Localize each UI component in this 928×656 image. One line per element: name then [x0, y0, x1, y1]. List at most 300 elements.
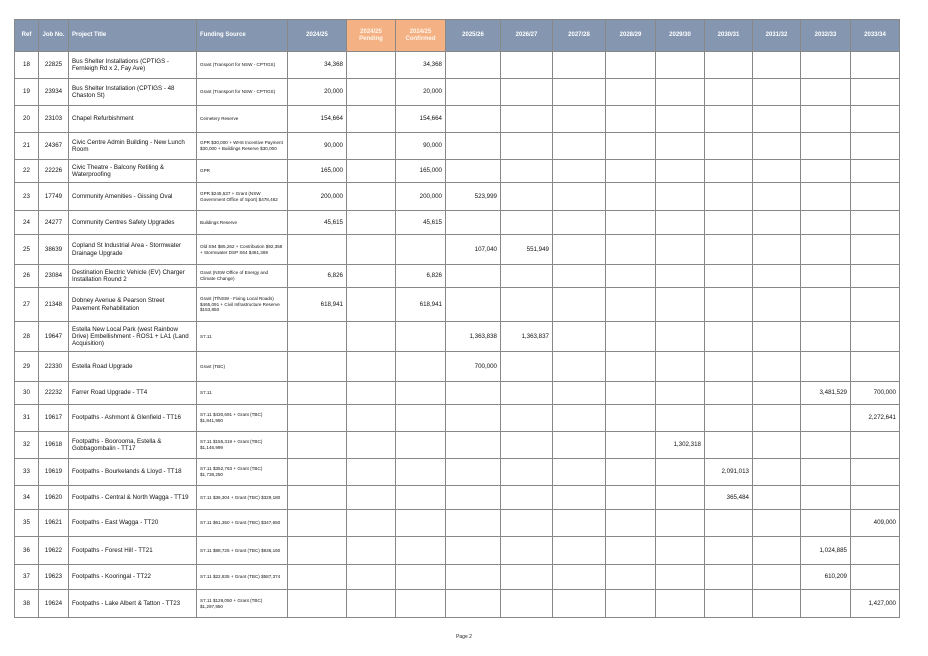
table-row — [15, 79, 900, 106]
amount-cell: 2,272,641 — [851, 405, 900, 432]
amount-cell — [753, 235, 801, 265]
amount-cell — [656, 537, 705, 565]
amount-cell — [851, 486, 900, 510]
amount-cell: 618,941 — [288, 288, 347, 322]
amount-cell — [606, 183, 656, 211]
amount-cell — [606, 459, 656, 486]
amount-cell — [801, 590, 851, 618]
amount-cell — [347, 133, 396, 160]
amount-cell — [705, 288, 753, 322]
col-2027-28: 2027/28 — [553, 20, 606, 52]
table-row — [15, 432, 900, 459]
ref-cell: 30 — [15, 382, 39, 405]
col-2032-33: 2032/33 — [801, 20, 851, 52]
amount-cell: 1,024,885 — [801, 537, 851, 565]
col-2025-26: 2025/26 — [446, 20, 501, 52]
amount-cell — [553, 106, 606, 133]
funding-source-cell: S7.11 $430,691 + Grant (TBC) $1,841,950 — [197, 405, 288, 432]
amount-cell: 3,481,529 — [801, 382, 851, 405]
amount-cell — [801, 405, 851, 432]
amount-cell: 34,368 — [288, 52, 347, 79]
amount-cell — [446, 106, 501, 133]
amount-cell — [446, 405, 501, 432]
table-row — [15, 537, 900, 565]
amount-cell — [753, 382, 801, 405]
col-ref: Ref — [15, 20, 39, 52]
amount-cell — [801, 52, 851, 79]
amount-cell: 20,000 — [396, 79, 446, 106]
amount-cell — [753, 265, 801, 288]
amount-cell — [288, 590, 347, 618]
amount-cell — [606, 288, 656, 322]
amount-cell — [396, 382, 446, 405]
job-no-cell: 24277 — [39, 211, 69, 235]
amount-cell — [851, 352, 900, 382]
table-row — [15, 510, 900, 537]
amount-cell — [553, 565, 606, 590]
amount-cell — [606, 432, 656, 459]
amount-cell — [656, 133, 705, 160]
amount-cell — [501, 432, 553, 459]
amount-cell — [851, 322, 900, 352]
amount-cell — [553, 52, 606, 79]
amount-cell — [288, 235, 347, 265]
amount-cell — [801, 322, 851, 352]
funding-source-cell: S7.11 $36,304 + Grant (TBC) $329,180 — [197, 486, 288, 510]
table-row — [15, 405, 900, 432]
ref-cell: 28 — [15, 322, 39, 352]
funding-source-cell: Grant (NSW Office of Energy and Climate Change) — [197, 265, 288, 288]
col-2033-34: 2033/34 — [851, 20, 900, 52]
amount-cell — [396, 322, 446, 352]
ref-cell: 27 — [15, 288, 39, 322]
amount-cell — [396, 432, 446, 459]
amount-cell — [705, 79, 753, 106]
amount-cell — [553, 590, 606, 618]
amount-cell: 1,302,318 — [656, 432, 705, 459]
amount-cell — [396, 537, 446, 565]
amount-cell — [553, 133, 606, 160]
project-title-cell: Civic Theatre - Balcony Retiling & Waterproofing — [69, 160, 197, 183]
ref-cell: 23 — [15, 183, 39, 211]
amount-cell — [501, 486, 553, 510]
amount-cell — [553, 382, 606, 405]
amount-cell — [656, 510, 705, 537]
ref-cell: 21 — [15, 133, 39, 160]
amount-cell — [501, 382, 553, 405]
table-row — [15, 288, 900, 322]
project-title-cell: Footpaths - Forest Hill - TT21 — [69, 537, 197, 565]
table-row — [15, 486, 900, 510]
amount-cell — [501, 79, 553, 106]
job-no-cell: 19617 — [39, 405, 69, 432]
amount-cell — [705, 352, 753, 382]
amount-cell — [446, 486, 501, 510]
ref-cell: 38 — [15, 590, 39, 618]
table-row — [15, 382, 900, 405]
ref-cell: 33 — [15, 459, 39, 486]
col-2030-31: 2030/31 — [705, 20, 753, 52]
amount-cell — [446, 590, 501, 618]
amount-cell — [501, 288, 553, 322]
amount-cell — [753, 352, 801, 382]
amount-cell — [396, 590, 446, 618]
amount-cell — [606, 79, 656, 106]
job-no-cell: 19621 — [39, 510, 69, 537]
funding-source-cell: GPR — [197, 160, 288, 183]
amount-cell — [656, 565, 705, 590]
amount-cell — [553, 183, 606, 211]
project-title-cell: Copland St Industrial Area - Stormwater Drainage Upgrade — [69, 235, 197, 265]
capital-works-table — [14, 19, 900, 618]
project-title-cell: Estella New Local Park (west Rainbow Drive) Embellishment - ROS1 + LA1 (Land Acquisition) — [69, 322, 197, 352]
amount-cell — [705, 382, 753, 405]
amount-cell — [446, 459, 501, 486]
amount-cell: 365,484 — [705, 486, 753, 510]
amount-cell — [753, 79, 801, 106]
project-title-cell: Bus Shelter Installations (CPTIGS - Fernleigh Rd x 2, Fay Ave) — [69, 52, 197, 79]
amount-cell — [753, 288, 801, 322]
amount-cell — [705, 52, 753, 79]
table-row — [15, 183, 900, 211]
amount-cell — [347, 405, 396, 432]
amount-cell: 618,941 — [396, 288, 446, 322]
funding-source-cell: S7.11 $88,725 + Grant (TBC) $936,160 — [197, 537, 288, 565]
amount-cell — [553, 432, 606, 459]
amount-cell — [705, 432, 753, 459]
amount-cell: 200,000 — [396, 183, 446, 211]
amount-cell — [347, 211, 396, 235]
job-no-cell: 17749 — [39, 183, 69, 211]
table-row — [15, 211, 900, 235]
col-2029-30: 2029/30 — [656, 20, 705, 52]
project-title-cell: Chapel Refurbishment — [69, 106, 197, 133]
project-title-cell: Civic Centre Admin Building - New Lunch Room — [69, 133, 197, 160]
amount-cell — [606, 486, 656, 510]
funding-source-cell: Grant (Transport for NSW - CPTIGS) — [197, 52, 288, 79]
funding-source-cell: GPR $30,000 + WHS Incentive Payment $30,000 + Buildings Reserve $30,000 — [197, 133, 288, 160]
table-row — [15, 265, 900, 288]
amount-cell — [501, 352, 553, 382]
amount-cell — [753, 565, 801, 590]
amount-cell — [553, 288, 606, 322]
table-row — [15, 235, 900, 265]
amount-cell — [347, 288, 396, 322]
amount-cell — [553, 459, 606, 486]
job-no-cell: 21348 — [39, 288, 69, 322]
amount-cell — [705, 160, 753, 183]
ref-cell: 29 — [15, 352, 39, 382]
amount-cell — [705, 590, 753, 618]
amount-cell — [446, 79, 501, 106]
amount-cell: 700,000 — [446, 352, 501, 382]
project-title-cell: Footpaths - Central & North Wagga - TT19 — [69, 486, 197, 510]
amount-cell — [446, 160, 501, 183]
col-2024-25: 2024/25 — [288, 20, 347, 52]
amount-cell — [606, 211, 656, 235]
amount-cell — [446, 52, 501, 79]
job-no-cell: 38639 — [39, 235, 69, 265]
amount-cell — [753, 405, 801, 432]
funding-source-cell: Grant (TBC) — [197, 352, 288, 382]
project-title-cell: Community Amenities - Gissing Oval — [69, 183, 197, 211]
table-row — [15, 52, 900, 79]
amount-cell — [801, 510, 851, 537]
amount-cell — [288, 405, 347, 432]
amount-cell — [396, 405, 446, 432]
amount-cell — [801, 79, 851, 106]
amount-cell — [288, 432, 347, 459]
amount-cell — [553, 510, 606, 537]
funding-source-cell: S7.11 $22,835 + Grant (TBC) $587,374 — [197, 565, 288, 590]
amount-cell — [446, 265, 501, 288]
amount-cell — [753, 590, 801, 618]
amount-cell — [656, 265, 705, 288]
job-no-cell: 19623 — [39, 565, 69, 590]
amount-cell — [801, 288, 851, 322]
amount-cell — [705, 565, 753, 590]
amount-cell — [851, 565, 900, 590]
amount-cell — [606, 352, 656, 382]
ref-cell: 32 — [15, 432, 39, 459]
ref-cell: 37 — [15, 565, 39, 590]
amount-cell — [446, 565, 501, 590]
amount-cell — [656, 211, 705, 235]
amount-cell — [705, 537, 753, 565]
ref-cell: 18 — [15, 52, 39, 79]
amount-cell — [656, 486, 705, 510]
amount-cell — [801, 352, 851, 382]
amount-cell — [347, 322, 396, 352]
amount-cell — [501, 405, 553, 432]
amount-cell — [705, 322, 753, 352]
table-row — [15, 459, 900, 486]
amount-cell — [347, 590, 396, 618]
project-title-cell: Footpaths - Bourkelands & Lloyd - TT18 — [69, 459, 197, 486]
amount-cell: 1,363,838 — [446, 322, 501, 352]
col-job-no: Job No. — [39, 20, 69, 52]
ref-cell: 34 — [15, 486, 39, 510]
amount-cell — [553, 79, 606, 106]
amount-cell — [656, 235, 705, 265]
col-2026-27: 2026/27 — [501, 20, 553, 52]
amount-cell — [553, 486, 606, 510]
project-title-cell: Community Centres Safety Upgrades — [69, 211, 197, 235]
amount-cell — [705, 211, 753, 235]
job-no-cell: 24367 — [39, 133, 69, 160]
project-title-cell: Bus Shelter Installation (CPTIGS - 48 Chaston St) — [69, 79, 197, 106]
amount-cell — [396, 235, 446, 265]
amount-cell — [656, 52, 705, 79]
amount-cell — [501, 459, 553, 486]
amount-cell — [851, 183, 900, 211]
amount-cell — [347, 52, 396, 79]
col-funding-source: Funding Source — [197, 20, 288, 52]
amount-cell — [753, 459, 801, 486]
amount-cell — [347, 183, 396, 211]
ref-cell: 36 — [15, 537, 39, 565]
amount-cell — [347, 565, 396, 590]
amount-cell — [288, 510, 347, 537]
amount-cell — [801, 160, 851, 183]
amount-cell — [851, 537, 900, 565]
funding-source-cell: GPR $245,537 + Grant (NSW Government Office of Sport) $478,462 — [197, 183, 288, 211]
amount-cell — [753, 160, 801, 183]
job-no-cell: 22330 — [39, 352, 69, 382]
amount-cell — [606, 322, 656, 352]
funding-source-cell: S7.11 — [197, 322, 288, 352]
job-no-cell: 23934 — [39, 79, 69, 106]
amount-cell — [501, 133, 553, 160]
amount-cell — [656, 405, 705, 432]
amount-cell — [656, 459, 705, 486]
amount-cell — [347, 537, 396, 565]
amount-cell — [288, 486, 347, 510]
amount-cell — [553, 405, 606, 432]
table-row — [15, 106, 900, 133]
amount-cell — [501, 106, 553, 133]
amount-cell — [606, 160, 656, 183]
amount-cell — [288, 459, 347, 486]
funding-source-cell: Grant (Transport for NSW - CPTIGS) — [197, 79, 288, 106]
amount-cell — [553, 265, 606, 288]
amount-cell — [705, 235, 753, 265]
amount-cell — [501, 590, 553, 618]
table-row — [15, 133, 900, 160]
table-row — [15, 565, 900, 590]
amount-cell — [851, 52, 900, 79]
amount-cell — [753, 183, 801, 211]
amount-cell — [446, 382, 501, 405]
amount-cell — [288, 537, 347, 565]
ref-cell: 22 — [15, 160, 39, 183]
amount-cell — [753, 322, 801, 352]
amount-cell: 90,000 — [396, 133, 446, 160]
amount-cell — [656, 106, 705, 133]
job-no-cell: 19619 — [39, 459, 69, 486]
amount-cell — [501, 160, 553, 183]
amount-cell — [446, 432, 501, 459]
amount-cell — [606, 265, 656, 288]
amount-cell — [801, 106, 851, 133]
project-title-cell: Estella Road Upgrade — [69, 352, 197, 382]
amount-cell — [347, 486, 396, 510]
amount-cell — [288, 565, 347, 590]
amount-cell: 90,000 — [288, 133, 347, 160]
amount-cell — [347, 352, 396, 382]
amount-cell — [753, 52, 801, 79]
amount-cell — [851, 432, 900, 459]
table-row — [15, 590, 900, 618]
ref-cell: 35 — [15, 510, 39, 537]
amount-cell: 34,368 — [396, 52, 446, 79]
amount-cell — [705, 265, 753, 288]
amount-cell — [801, 486, 851, 510]
funding-source-cell: Grant (TfNSW - Fixing Local Roads) $465,091 + Civil Infrastructure Reserve $153,850 — [197, 288, 288, 322]
project-title-cell: Footpaths - Lake Albert & Tatton - TT23 — [69, 590, 197, 618]
job-no-cell: 23103 — [39, 106, 69, 133]
amount-cell — [501, 183, 553, 211]
amount-cell — [446, 211, 501, 235]
amount-cell — [606, 537, 656, 565]
amount-cell — [753, 486, 801, 510]
funding-source-cell: Old S94 $85,262 + Contribution $92,358 + Stormwater DSP S64 $481,369 — [197, 235, 288, 265]
table-row — [15, 352, 900, 382]
amount-cell — [656, 79, 705, 106]
amount-cell: 700,000 — [851, 382, 900, 405]
amount-cell — [656, 160, 705, 183]
amount-cell — [347, 510, 396, 537]
amount-cell — [553, 235, 606, 265]
amount-cell — [553, 160, 606, 183]
amount-cell — [501, 537, 553, 565]
amount-cell — [288, 352, 347, 382]
amount-cell — [801, 235, 851, 265]
page-number: Page 2 — [456, 634, 472, 640]
amount-cell — [753, 211, 801, 235]
amount-cell: 20,000 — [288, 79, 347, 106]
amount-cell — [553, 211, 606, 235]
project-title-cell: Farrer Road Upgrade - TT4 — [69, 382, 197, 405]
amount-cell — [501, 265, 553, 288]
amount-cell — [553, 322, 606, 352]
amount-cell — [753, 432, 801, 459]
amount-cell — [446, 288, 501, 322]
amount-cell — [851, 79, 900, 106]
amount-cell — [656, 352, 705, 382]
amount-cell — [656, 322, 705, 352]
amount-cell — [606, 106, 656, 133]
ref-cell: 19 — [15, 79, 39, 106]
amount-cell: 165,000 — [396, 160, 446, 183]
amount-cell — [851, 265, 900, 288]
col-2031-32: 2031/32 — [753, 20, 801, 52]
amount-cell — [396, 459, 446, 486]
funding-source-cell: S7.11 $155,319 + Grant (TBC) $1,146,999 — [197, 432, 288, 459]
amount-cell — [553, 537, 606, 565]
amount-cell — [501, 565, 553, 590]
amount-cell — [705, 106, 753, 133]
amount-cell — [288, 322, 347, 352]
amount-cell — [705, 133, 753, 160]
funding-source-cell: S7.11 $129,050 + Grant (TBC) $1,297,950 — [197, 590, 288, 618]
amount-cell — [347, 106, 396, 133]
funding-source-cell: S7.11 $61,350 + Grant (TBC) $347,650 — [197, 510, 288, 537]
amount-cell — [753, 510, 801, 537]
job-no-cell: 19624 — [39, 590, 69, 618]
amount-cell — [606, 590, 656, 618]
ref-cell: 20 — [15, 106, 39, 133]
project-title-cell: Footpaths - Kooringal - TT22 — [69, 565, 197, 590]
amount-cell — [446, 510, 501, 537]
amount-cell — [347, 235, 396, 265]
job-no-cell: 19618 — [39, 432, 69, 459]
amount-cell — [396, 352, 446, 382]
job-no-cell: 22825 — [39, 52, 69, 79]
table-row — [15, 322, 900, 352]
funding-source-cell: Buildings Reserve — [197, 211, 288, 235]
amount-cell — [347, 432, 396, 459]
amount-cell: 107,040 — [446, 235, 501, 265]
amount-cell — [656, 382, 705, 405]
amount-cell: 551,949 — [501, 235, 553, 265]
amount-cell — [705, 510, 753, 537]
amount-cell — [851, 459, 900, 486]
amount-cell — [553, 352, 606, 382]
amount-cell — [347, 459, 396, 486]
amount-cell — [606, 565, 656, 590]
amount-cell — [606, 133, 656, 160]
